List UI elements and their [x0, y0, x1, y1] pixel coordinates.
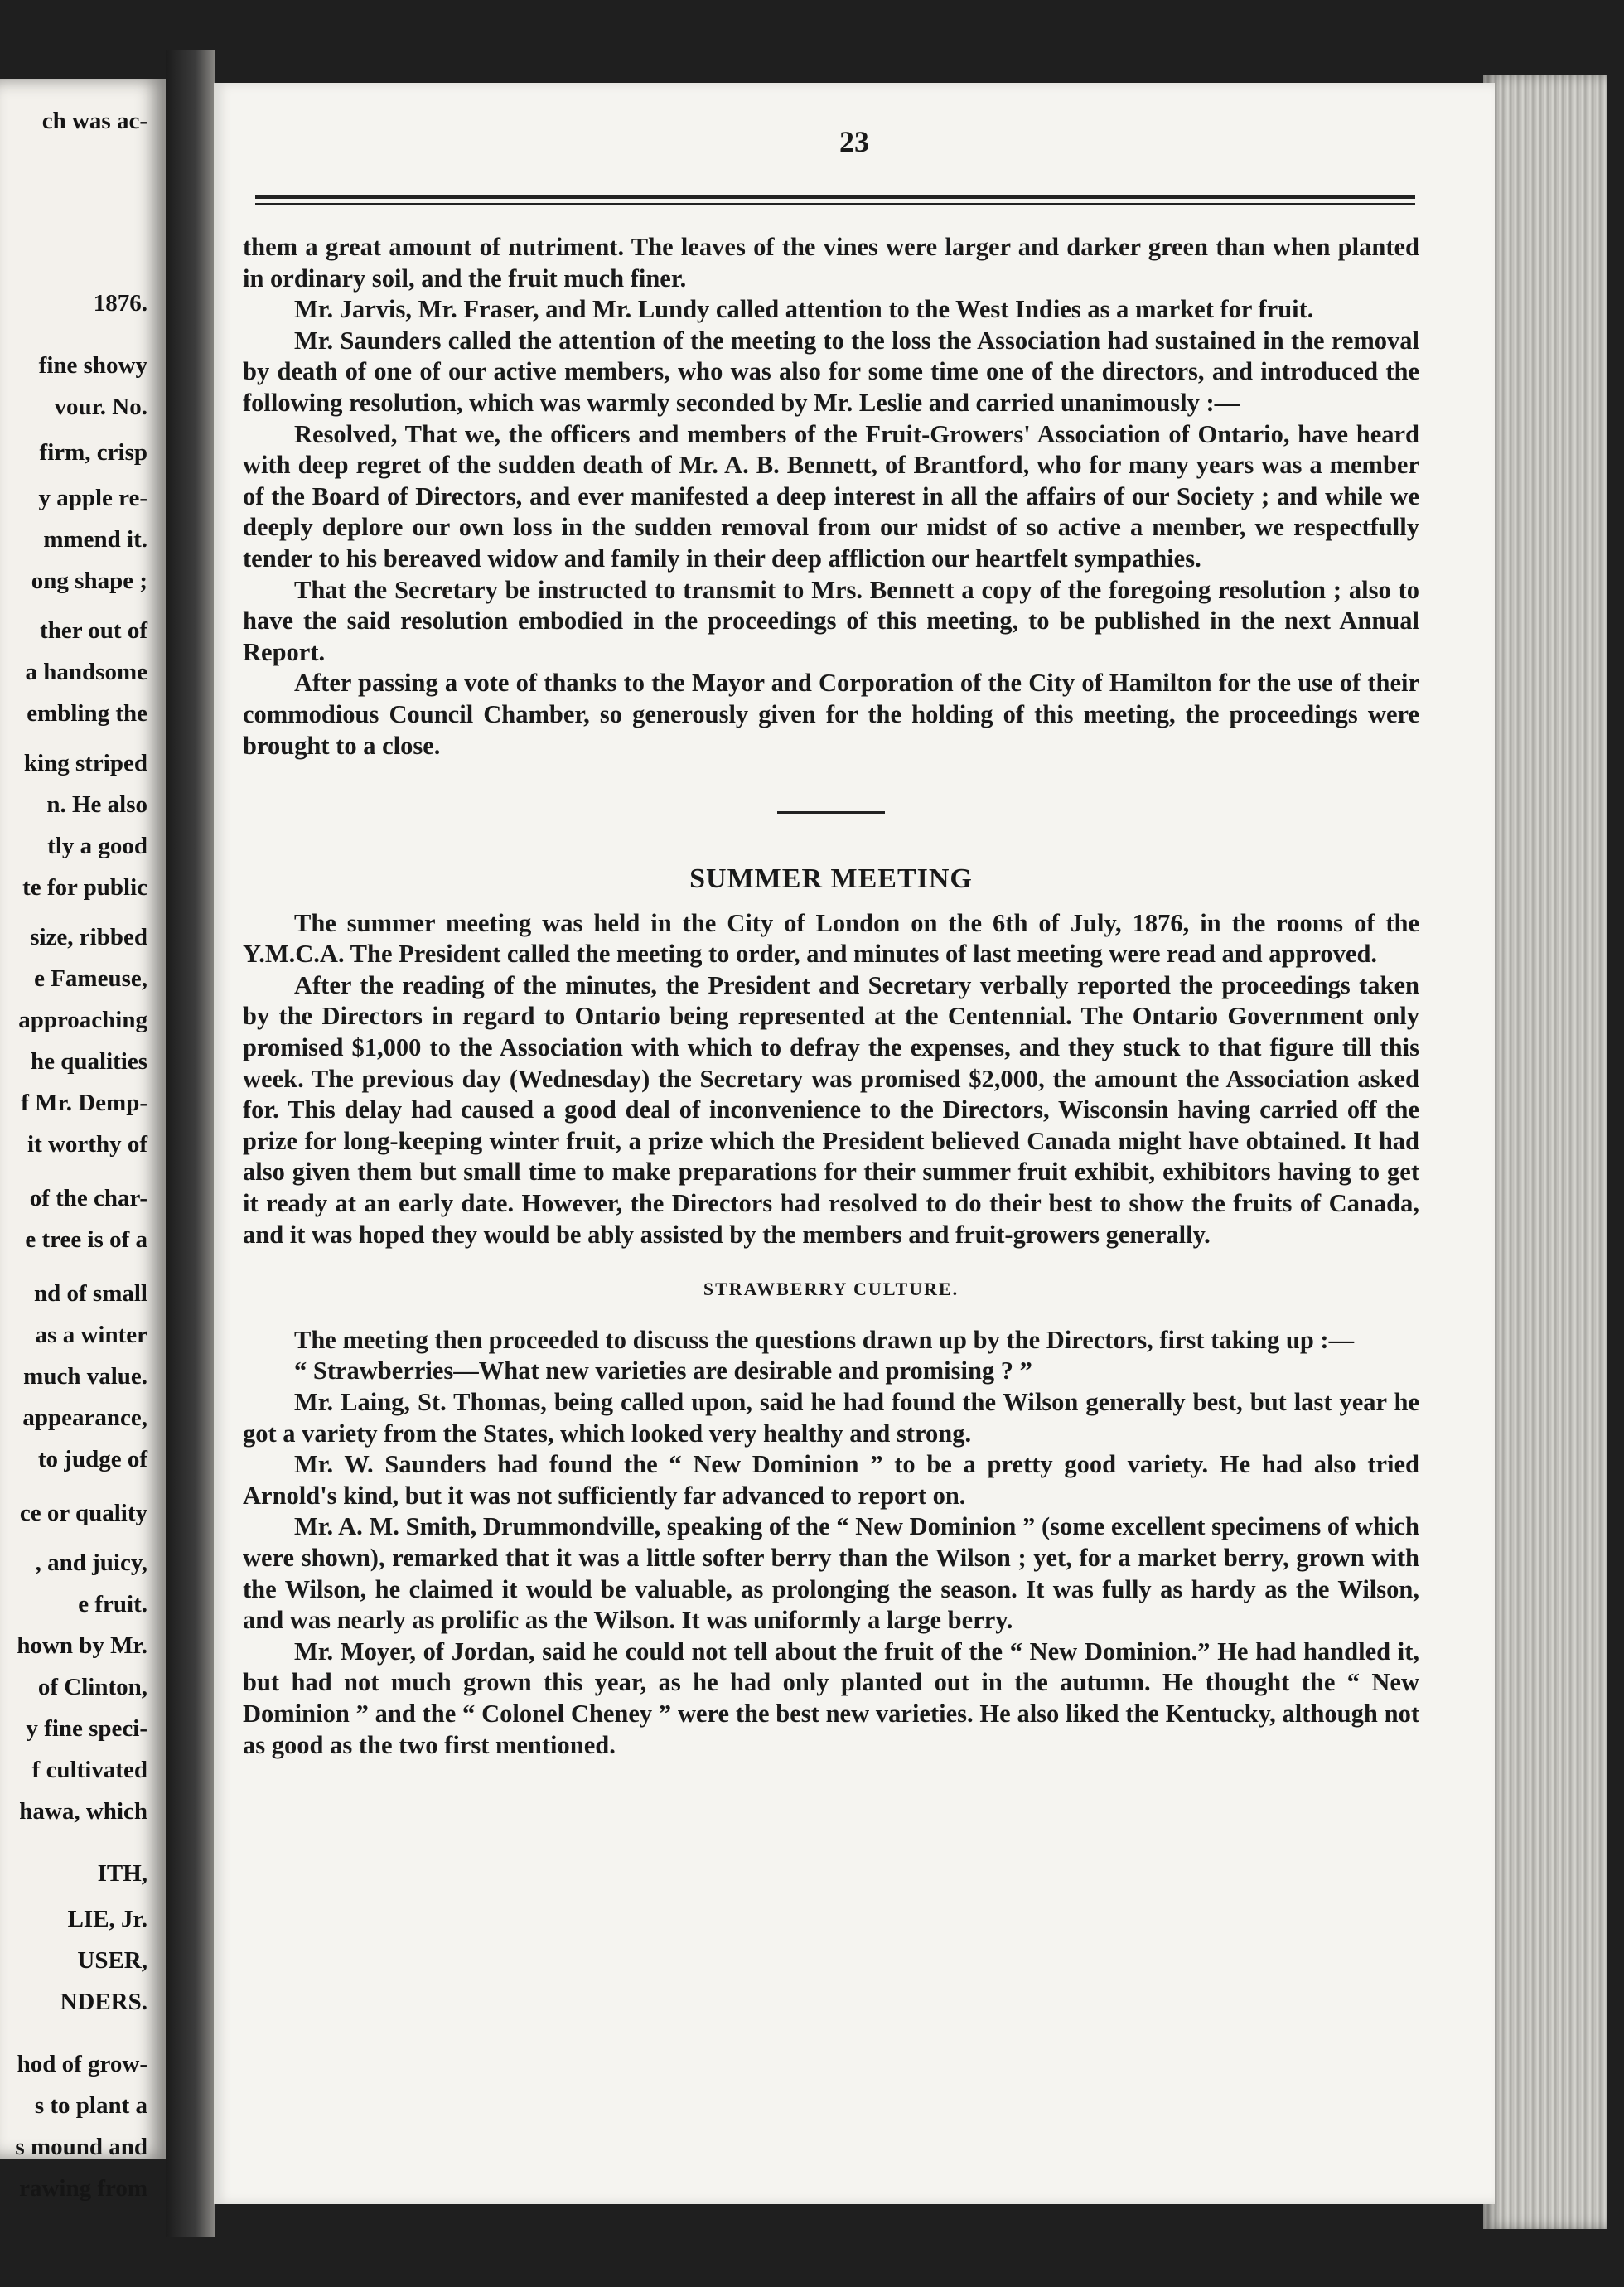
previous-page-line: te for public [22, 874, 147, 901]
previous-page-line: appearance, [22, 1405, 147, 1431]
previous-page-line: ong shape ; [31, 568, 147, 594]
previous-page-line: ITH, [97, 1860, 147, 1887]
paragraph: Mr. W. Saunders had found the “ New Dominion ” to be a pretty good variety. He had also tried Arnold's kind, but it was not sufficiently far advanced to report on. [243, 1450, 1419, 1510]
previous-page-line: s to plant a [34, 2092, 147, 2119]
previous-page-line: f cultivated [31, 1757, 147, 1783]
previous-page-line: much value. [23, 1363, 147, 1390]
previous-page-line: nd of small [34, 1280, 147, 1307]
previous-page-line: hod of grow- [17, 2051, 147, 2077]
paragraph: Mr. Moyer, of Jordan, said he could not tell about the fruit of the “ New Dominion.” He had handled it, but had not much grown this year, as he had only planted out in the autumn. He thought the “ New Dominion ” and the “ Colonel Cheney ” were the best new varieties. He also liked the Kentucky, although not as good as the two first mentioned. [243, 1637, 1419, 1759]
section-divider [777, 811, 885, 814]
previous-page-line: embling the [27, 700, 147, 727]
previous-page-line: rawing from [19, 2175, 147, 2202]
page-number: 23 [839, 125, 869, 158]
paragraph: “ Strawberries—What new varieties are desirable and promising ? ” [294, 1356, 1032, 1385]
previous-page-line: f Mr. Demp- [21, 1090, 147, 1116]
book-gutter [166, 50, 215, 2237]
page-text [243, 232, 1419, 1761]
previous-page-line: approaching [18, 1007, 147, 1033]
book-page [214, 83, 1495, 2204]
previous-page-line: hown by Mr. [17, 1632, 147, 1659]
paragraph: Mr. Jarvis, Mr. Fraser, and Mr. Lundy called attention to the West Indies as a market for fruit. [294, 295, 1314, 324]
previous-page-line: fine showy [38, 352, 147, 379]
previous-page-line: vour. No. [54, 394, 147, 420]
previous-page-line: he qualities [31, 1048, 147, 1075]
previous-page-line: tly a good [47, 833, 147, 859]
previous-page-line: hawa, which [19, 1798, 147, 1825]
previous-page-line: it worthy of [27, 1131, 147, 1158]
previous-page-line: size, ribbed [30, 924, 147, 950]
paragraph: Mr. Saunders called the attention of the meeting to the loss the Association had sustained in the removal by death of one of our active members, who was also for some time one of the directors, and introduced the following resolution, which was warmly seconded by Mr. Leslie and carried unanimously :— [243, 326, 1419, 417]
previous-page-line: ce or quality [19, 1500, 147, 1526]
previous-page-line: firm, crisp [39, 439, 147, 466]
previous-page-line: s mound and [15, 2134, 147, 2160]
sub-heading: STRAWBERRY CULTURE. [703, 1279, 959, 1300]
previous-page-line: NDERS. [60, 1989, 147, 2015]
paragraph: them a great amount of nutriment. The leaves of the vines were larger and darker green than when planted in ordinary soil, and the fruit much finer. [243, 233, 1419, 293]
previous-page-line: LIE, Jr. [67, 1906, 147, 1932]
previous-page-line: of the char- [29, 1185, 147, 1211]
previous-page-line: of Clinton, [37, 1674, 147, 1700]
section-heading: SUMMER MEETING [689, 863, 973, 895]
previous-page-line: mmend it. [43, 526, 147, 553]
paragraph: That the Secretary be instructed to transmit to Mrs. Bennett a copy of the foregoing resolution ; also to have the said resolution embodied in the proceedings of this meeting, to be published in the next Annual Report. [243, 575, 1419, 666]
paragraph: After passing a vote of thanks to the Mayor and Corporation of the City of Hamilton for the use of their commodious Council Chamber, so generously given for the holding of this meeting, the proceedings were brought to a close. [243, 669, 1419, 760]
paragraph: Mr. Laing, St. Thomas, being called upon, said he had found the Wilson generally best, but last year he got a variety from the States, which looked very healthy and strong. [243, 1388, 1419, 1448]
previous-page-line: USER, [77, 1947, 147, 1974]
header-rule [255, 195, 1415, 205]
previous-page-line: e fruit. [78, 1591, 147, 1617]
previous-page-line: ch was ac- [41, 108, 147, 134]
previous-page-line: a handsome [25, 659, 147, 685]
paragraph: The meeting then proceeded to discuss the questions drawn up by the Directors, first taking up :— [294, 1325, 1355, 1354]
paragraph: Resolved, That we, the officers and members of the Fruit-Growers' Association of Ontario, have heard with deep regret of the sudden death of Mr. A. B. Bennett, of Brantford, who for many years was a member of the Board of Directors, and ever manifested a deep interest in all the affairs of our Society ; and while we deeply deplore our own loss in the sudden removal from our midst of so active a member, we respectfully tender to his bereaved widow and family in their deep affliction our heartfelt sympathies. [243, 419, 1419, 573]
previous-page-line: king striped [23, 750, 147, 776]
previous-page-line: e tree is of a [25, 1226, 147, 1253]
previous-page-line: 1876. [93, 290, 147, 317]
previous-page-line: to judge of [37, 1446, 147, 1472]
previous-page-line: e Fameuse, [34, 965, 147, 992]
previous-page-line: , and juicy, [35, 1550, 147, 1576]
previous-page-line: as a winter [35, 1322, 147, 1348]
paragraph: After the reading of the minutes, the President and Secretary verbally reported the proceedings taken by the Directors in regard to Ontario being represented at the Centennial. The Ontario Government only promised $1,000 to the Association with which to defray the expenses, and they stuck to that figure till this week. The previous day (Wednesday) the Secretary was promised $2,000, the amount the Association asked for. This delay had caused a good deal of inconvenience to the Directors, Wisconsin having carried off the prize for long-keeping winter fruit, a prize which the President believed Canada might have obtained. It had also given them but small time to make preparations for their summer fruit exhibit, exhibitors having to get it ready at an early date. However, the Directors had resolved to do their best to show the fruits of Canada, and it was hoped they would be ably assisted by the members and fruit-growers generally. [243, 970, 1419, 1249]
paragraph: The summer meeting was held in the City of London on the 6th of July, 1876, in the rooms of the Y.M.C.A. The President called the meeting to order, and minutes of last meeting were read and approved. [243, 908, 1419, 969]
previous-page-fragment [0, 79, 166, 2202]
previous-page-line: ther out of [40, 617, 147, 644]
page-edges [1483, 75, 1607, 2229]
previous-page-line: y fine speci- [26, 1715, 147, 1742]
paragraph: Mr. A. M. Smith, Drummondville, speaking of the “ New Dominion ” (some excellent specimens of which were shown), remarked that it was a little softer berry than the Wilson ; yet, for a market berry, grown with the Wilson, he claimed it would be valuable, as prolonging the season. It was fully as hardy as the Wilson, and was nearly as prolific as the Wilson. It was uniformly a large berry. [243, 1512, 1419, 1635]
previous-page-line: n. He also [46, 791, 147, 818]
previous-page-line: y apple re- [38, 485, 147, 511]
